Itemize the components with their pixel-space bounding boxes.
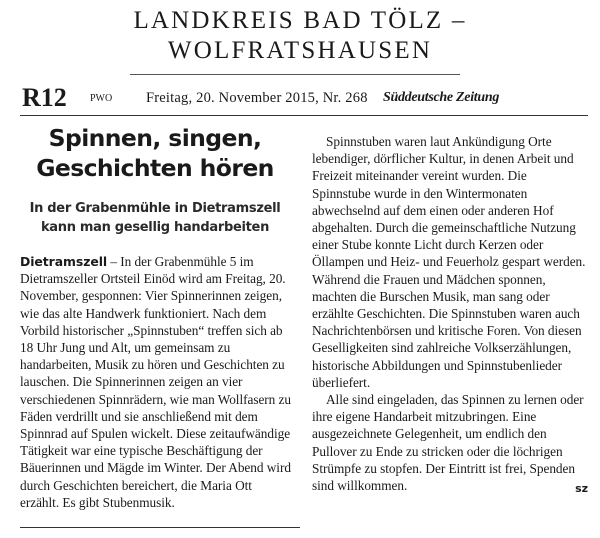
masthead: [0, 6, 600, 66]
masthead-line-2: WOLFRATSHAUSEN: [167, 37, 433, 64]
article-column-1: [20, 253, 292, 511]
edition-code: PWO: [90, 93, 113, 104]
subheadline-line-1: In der Grabenmühle in Dietramszell: [29, 201, 281, 216]
subheadline-line-2: kann man gesellig handarbeiten: [40, 220, 270, 235]
article-body-text: – In der Grabenmühle 5 im Dietramszeller Ortsteil Einöd wird am Freitag, 20. November, gesponnen: Vier Spinnerinnen zeigen, wie das alte Handwerk funktioniert. Nach dem Vorbild historischer „Spinnstuben“ treffen sich ab 18 Uhr Jung und Alt, um gemeinsam zu handarbeiten, Musik zu hören und Geschichten zu lauschen. Die Spinnerinnen zeigen an vier verschiedenen Spinnrädern, wie man Wollfasern zu Fäden verdrillt und sie anschließend mit dem Spinnrad auf Spulen wickelt. Diese zeitaufwändige Tätigkeit war eine typische Beschäftigung der Bäuerinnen und Mägde im Winter. Der Abend wird durch Geschichten bereichert, die Maria Ott erzählt. Es gibt Stubenmusik.: [20, 254, 291, 510]
footer-divider: [20, 527, 300, 528]
header-divider: [20, 115, 588, 116]
article-paragraph: [312, 391, 588, 494]
headline-line-1: Spinnen, singen,: [48, 124, 262, 152]
headline-line-2: Geschichten hören: [36, 154, 274, 182]
section-code: R12: [22, 83, 67, 112]
dateline-place: Dietramszell: [20, 254, 108, 269]
article-body-text: Alle sind eingeladen, das Spinnen zu lernen oder ihre eigene Handarbeit mitzubringen. Eine ausgezeichnete Gelegenheit, um endlich den Pullover zu Ende zu stricken oder die löchrigen Strümpfe zu stopfen. Der Eintritt ist frei, Spenden sind willkommen.: [312, 392, 584, 494]
newspaper-logo: Süddeutsche Zeitung: [383, 90, 500, 105]
article-headline: [20, 123, 290, 183]
article-subheadline: [20, 199, 290, 237]
masthead-divider: [130, 74, 460, 75]
author-initials: sz: [575, 482, 588, 496]
masthead-line-1: LANDKREIS BAD TÖLZ –: [133, 7, 467, 34]
article-column-2: [312, 133, 588, 497]
article-paragraph: [20, 253, 292, 511]
issue-date: Freitag, 20. November 2015, Nr. 268: [146, 90, 368, 106]
article-paragraph: Spinnstuben waren laut Ankündigung Orte lebendiger, dörflicher Kultur, in denen Arbeit und Freizeit miteinander vereint wurden. Die Spinnstube wurde in den Wintermonaten abwechselnd auf dem einen oder anderen Hof abgehalten. Durch die gemeinschaftliche Nutzung einer Stube konnte Licht durch Kerzen oder Öllampen und Heiz- und Feuerholz gespart werden. Während die Frauen und Mädchen sponnen, machten die Burschen Musik, man sang oder erzählte Geschichten. Die Spinnstuben waren auch Nachrichtenbörsen und kritische Foren. Von diesen Geselligkeiten sind zahlreiche Volkserzählungen, historische Abbildungen und Spinnstubenlieder überliefert.: [312, 134, 586, 390]
